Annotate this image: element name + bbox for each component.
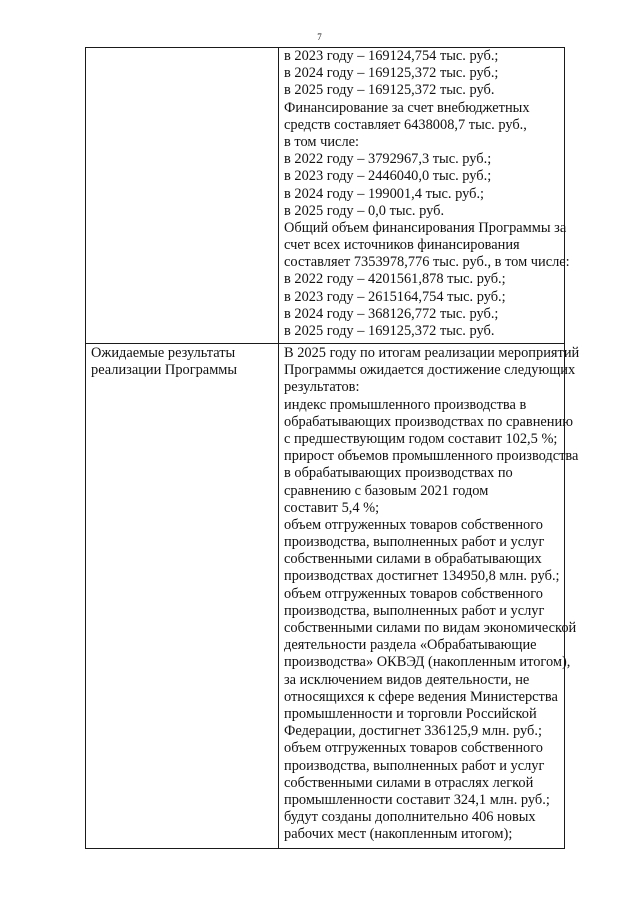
results-line: собственными силами по видам экономической: [284, 620, 577, 636]
results-line: производствах достигнет 134950,8 млн. руб.;: [284, 568, 560, 585]
financing-line: Общий объем финансирования Программы за: [284, 219, 567, 236]
financing-line: в 2022 году – 4201561,878 тыс. руб.;: [284, 271, 506, 288]
results-line: объем отгруженных товаров собственного: [284, 585, 543, 602]
results-cell: [284, 345, 579, 843]
results-line: Программы ожидается достижение следующих: [284, 362, 576, 379]
financing-line: Финансирование за счет внебюджетных: [284, 99, 530, 116]
results-label-cell: [91, 345, 237, 379]
financing-line: в 2023 году – 2615164,754 тыс. руб.;: [284, 288, 506, 305]
results-line: производства, выполненных работ и услуг: [284, 534, 545, 551]
results-line: относящихся к сфере ведения Министерства: [284, 688, 558, 705]
results-line: объем отгруженных товаров собственного: [284, 740, 543, 757]
results-label-line: Ожидаемые результаты: [91, 345, 236, 361]
table-bottom-border: [85, 848, 565, 849]
results-line: сравнению с базовым 2021 годом: [284, 482, 489, 499]
financing-line: в 2024 году – 199001,4 тыс. руб.;: [284, 185, 485, 202]
results-line: производства» ОКВЭД (накопленным итогом),: [284, 654, 571, 671]
passport-table: [85, 47, 580, 849]
results-line: деятельности раздела «Обрабатывающие: [284, 637, 537, 654]
financing-line: составляет 7353978,776 тыс. руб., в том числе:: [284, 254, 570, 271]
financing-line: в 2024 году – 368126,772 тыс. руб.;: [284, 305, 499, 322]
results-line: обрабатывающих производствах по сравнению: [284, 413, 573, 430]
results-line: производства, выполненных работ и услуг: [284, 757, 545, 774]
results-line: рабочих мест (накопленным итогом);: [284, 826, 513, 843]
results-line: будут созданы дополнительно 406 новых: [284, 809, 536, 826]
results-line: за исключением видов деятельности, не: [284, 671, 530, 688]
financing-line: счет всех источников финансирования: [284, 237, 520, 254]
results-line: Федерации, достигнет 336125,9 млн. руб.;: [284, 723, 542, 740]
results-line: результатов:: [284, 379, 360, 396]
financing-line: в 2025 году – 0,0 тыс. руб.: [284, 202, 445, 219]
results-line: объем отгруженных товаров собственного: [284, 516, 543, 533]
results-line: составит 5,4 %;: [284, 499, 380, 516]
results-line: с предшествующим годом составит 102,5 %;: [284, 430, 558, 447]
column-divider: [278, 47, 279, 849]
page-number: 7: [317, 32, 322, 42]
financing-line: в 2025 году – 169125,372 тыс. руб.: [284, 82, 495, 99]
results-line: промышленности составит 324,1 млн. руб.;: [284, 791, 550, 808]
financing-line: в том числе:: [284, 133, 360, 150]
financing-cell: [284, 48, 570, 340]
financing-line: в 2022 году – 3792967,3 тыс. руб.;: [284, 151, 492, 168]
results-line: производства, выполненных работ и услуг: [284, 602, 545, 619]
results-line: прирост объемов промышленного производства: [284, 448, 579, 465]
results-line: в обрабатывающих производствах по: [284, 465, 513, 482]
results-line: индекс промышленного производства в: [284, 396, 527, 413]
financing-line: в 2025 году – 169125,372 тыс. руб.: [284, 323, 495, 339]
results-line: промышленности и торговли Российской: [284, 705, 537, 722]
results-label-line: реализации Программы: [91, 362, 238, 379]
results-line: В 2025 году по итогам реализации мероприятий: [284, 345, 580, 361]
financing-line: в 2023 году – 169124,754 тыс. руб.;: [284, 48, 499, 64]
table-left-border: [85, 47, 86, 849]
financing-line: средств составляет 6438008,7 тыс. руб.,: [284, 116, 527, 133]
results-line: собственными силами в обрабатывающих: [284, 551, 542, 568]
financing-line: в 2024 году – 169125,372 тыс. руб.;: [284, 65, 499, 82]
results-line: собственными силами в отраслях легкой: [284, 774, 534, 791]
row-divider: [85, 343, 565, 344]
financing-line: в 2023 году – 2446040,0 тыс. руб.;: [284, 168, 492, 185]
